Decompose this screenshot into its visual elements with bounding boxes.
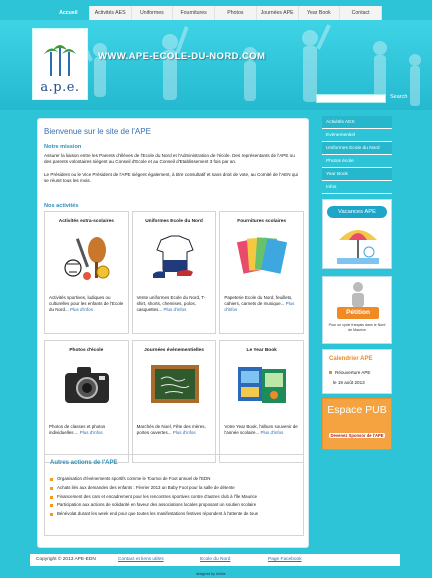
mission-paragraph-2: Le Président ou le Vice Président de l'APE siègent également, à titre consultatif et sans droit de vote, au Comité de l'AEN qui se réunit tous les mois. — [44, 172, 298, 183]
sports-gear-icon — [59, 230, 115, 282]
petition-subtitle: Pour un cycle français dans le Nord de Maurice — [328, 323, 386, 332]
uniform-icon — [147, 230, 203, 282]
card-title: Uniformes Ecole du Nord — [145, 219, 203, 224]
nav-item-fournitures[interactable]: Fournitures — [173, 6, 215, 20]
search-button[interactable]: Search — [390, 94, 408, 100]
card-desc: Photos de classes et photos individuelles ... Plus d'infos — [49, 424, 106, 435]
more-info-link[interactable]: Plus d'infos — [163, 306, 187, 312]
nav-item-uniformes[interactable]: Uniformes — [132, 6, 174, 20]
search-input[interactable] — [316, 94, 386, 103]
sidebar-item-photos[interactable]: Photos école — [322, 155, 392, 168]
vacances-banner: Vacances APE — [327, 206, 387, 218]
more-info-link[interactable]: Plus d'infos — [70, 306, 93, 312]
sidebar-item-evenementiel[interactable]: Evènementiel — [322, 129, 392, 142]
activities-row-1 — [44, 211, 304, 334]
pub-widget[interactable] — [322, 398, 392, 450]
nav-item-photos[interactable]: Photos — [215, 6, 257, 20]
chalkboard-icon — [147, 359, 203, 411]
main-content — [37, 118, 309, 548]
list-item: Organisation d'évènements sportifs comme le Tournoi de Foot annuel de l'EDN — [50, 475, 300, 484]
card-desc: Votre Year Book, l'album souvenir de l'année scolaire... Plus d'infos — [224, 424, 298, 435]
more-info-link[interactable]: Plus d'infos — [224, 300, 295, 312]
sidebar-item-yearbook[interactable]: Year Book — [322, 168, 392, 181]
card-title: Fournitures scolaires — [237, 219, 287, 224]
copyright: Copyright © 2013 APE-EDN — [36, 557, 96, 562]
calendar-event[interactable]: Réouverture APE — [329, 370, 371, 375]
sidebar-menu — [322, 116, 392, 194]
card-desc: Vente uniformes Ecole du Nord, T-shirt, shorts, chemises, polos, casquettes... Plus d'infos — [136, 295, 206, 312]
footer-link-contact[interactable]: Contact et liens utiles — [118, 557, 164, 562]
mission-paragraph-1: Assurer la liaison entre les Parents d'élèves de l'Ecole du Nord et l'Administration de l'école. Des représentants de l'APE ou des parents volontaires siègent au Conseil d'Ecole et au Conseil d'Etablissement 3 fois par an. — [44, 153, 295, 164]
card-journees[interactable] — [132, 340, 217, 463]
more-info-link[interactable]: Plus d'infos — [172, 429, 196, 435]
yearbook-icon — [234, 359, 290, 411]
logo-text: a.p.e. — [40, 80, 80, 95]
activities-title: Nos activités — [44, 203, 79, 209]
card-activites[interactable] — [44, 211, 129, 334]
activities-row-2 — [44, 340, 304, 463]
calendar-date: le 19 août 2013 — [333, 380, 365, 385]
sidebar-item-activites[interactable]: Activités AES — [322, 116, 392, 129]
card-fournitures[interactable] — [219, 211, 304, 334]
nav-item-contact[interactable]: Contact — [340, 6, 382, 20]
petition-banner: Pétition — [337, 307, 379, 319]
notebooks-icon — [234, 230, 290, 282]
site-header — [0, 20, 432, 110]
card-title: Photos d'école — [69, 348, 104, 353]
other-actions-list — [50, 475, 300, 519]
list-item: Achats liés aux demandes des enfants : Février 2013 un Baby Foot pour la salle de détente — [50, 484, 300, 493]
person-icon — [347, 281, 369, 307]
beach-umbrella-icon — [335, 222, 381, 266]
calendar-widget — [322, 349, 392, 394]
nav-item-activites[interactable]: Activités AES — [90, 6, 132, 20]
list-item: Bénévolat durant les week end pour que toutes les manifestations festives répondent à l'attente de tous — [50, 510, 300, 519]
site-title: WWW.APE-ECOLE-DU-NORD.COM — [98, 51, 266, 62]
card-yearbook[interactable] — [219, 340, 304, 463]
list-item: Participation aux actions de solidarité en faveur des associations locales proposant un soutien scolaire — [50, 501, 300, 510]
more-info-link[interactable]: Plus d'infos — [260, 429, 284, 435]
palm-tree-icon — [40, 40, 80, 80]
list-item: Financement des cars et encadrement pour les rencontres sportives contre d'autres club à l'île Maurice — [50, 493, 300, 502]
nav-item-accueil[interactable]: Accueil — [48, 6, 90, 20]
petition-widget[interactable] — [322, 276, 392, 344]
page-title: Bienvenue sur le site de l'APE — [44, 127, 151, 136]
footer-link-facebook[interactable]: Page Facebook — [268, 557, 302, 562]
calendar-title: Calendrier APE — [329, 356, 373, 362]
sidebar-item-infos[interactable]: Infos — [322, 181, 392, 194]
mission-title: Notre mission — [44, 144, 82, 150]
pub-title: Espace PUB — [327, 404, 387, 416]
card-desc: Marchés de Noel, Fête des mères, portes ouvertes... Plus d'infos — [136, 424, 206, 435]
card-desc: Activités sportives, ludiques ou culturelles pour les enfants de l'Ecole du Nord... Plus d'infos — [49, 295, 124, 312]
other-actions-title: Autres actions de l'APE — [50, 460, 118, 466]
vacances-widget[interactable] — [322, 199, 392, 269]
top-nav — [48, 6, 382, 20]
more-info-link[interactable]: Plus d'infos — [79, 429, 103, 435]
card-photos[interactable] — [44, 340, 129, 463]
card-title: Journées évènementielles — [144, 348, 204, 353]
designer-credit[interactable]: designed by Unlike — [196, 572, 226, 576]
footer — [30, 554, 400, 566]
camera-icon — [59, 359, 115, 411]
card-title: Le Year Book — [246, 348, 277, 353]
nav-item-yearbook[interactable]: Year Book — [299, 6, 341, 20]
footer-link-ecole[interactable]: Ecole du Nord — [200, 557, 231, 562]
card-title: Activités extra-scolaires — [58, 219, 114, 224]
nav-item-journees[interactable]: Journées APE — [257, 6, 299, 20]
card-uniformes[interactable] — [132, 211, 217, 334]
ape-logo[interactable] — [32, 28, 88, 100]
sidebar-item-uniformes[interactable]: Uniformes Ecole du Nord — [322, 142, 392, 155]
card-desc: Papeterie Ecole du Nord, feuillets, cahiers, carnets de musique... Plus d'infos — [224, 295, 295, 312]
pub-subtitle: Devenez Sponsor de l'APE — [330, 433, 384, 438]
